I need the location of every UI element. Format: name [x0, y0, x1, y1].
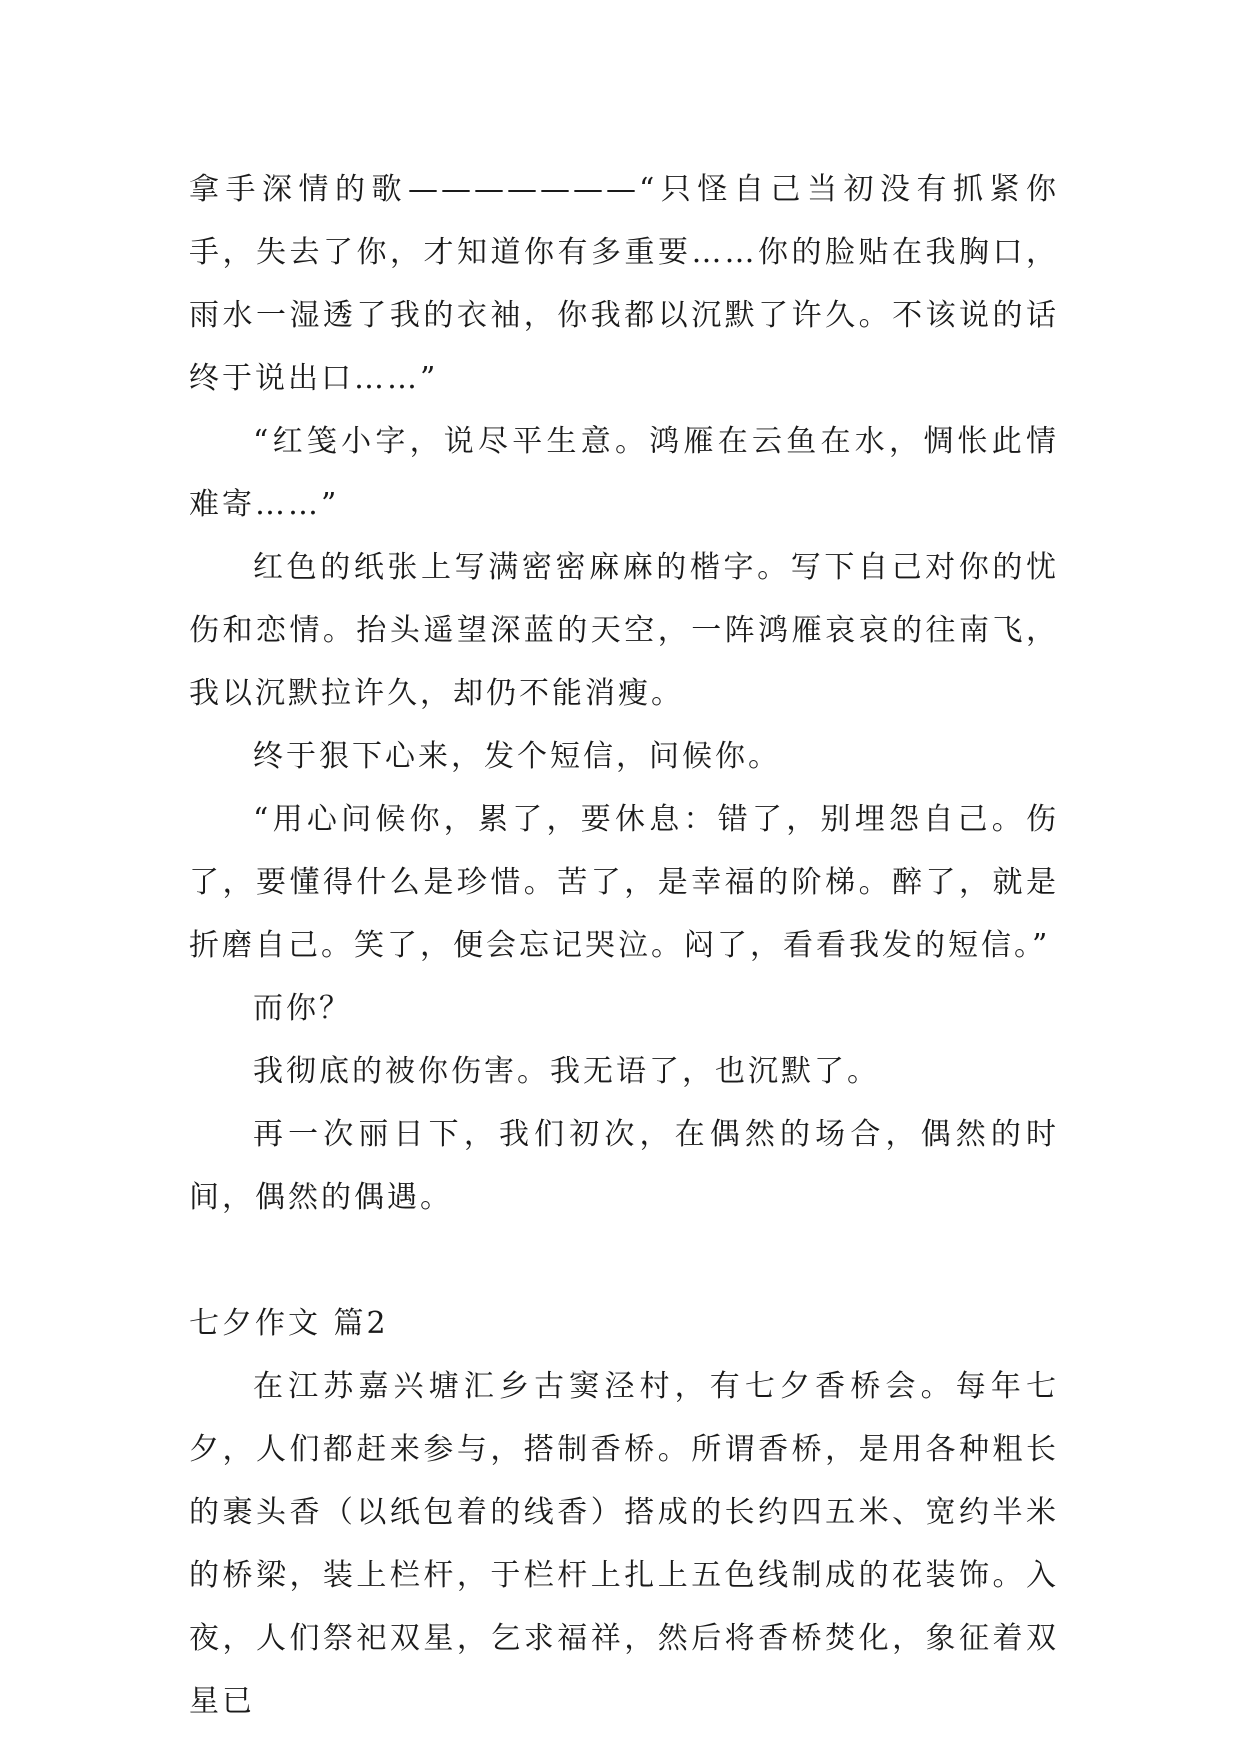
- paragraph: 我彻底的被你伤害。我无语了，也沉默了。: [253, 1054, 880, 1089]
- paragraph: 终于狠下心来，发个短信，问候你。: [253, 739, 781, 774]
- paragraph: 在江苏嘉兴塘汇乡古窦泾村，有七夕香桥会。每年七夕，人们都赶来参与，搭制香桥。所谓香桥，是用各种粗长的裹头香（以纸包着的线香）搭成的长约四五米、宽约半米的桥梁，装上栏杆，于栏杆上扎上五色线制成的花装饰。入夜，人们祭祀双星，乞求福祥，然后将香桥焚化，象征着双星已: [189, 1369, 1059, 1719]
- paragraph: 拿手深情的歌———————“只怪自己当初没有抓紧你手，失去了你，才知道你有多重要……你的脸贴在我胸口，雨水一湿透了我的衣袖，你我都以沉默了许久。不该说的话终于说出口……”: [189, 172, 1059, 396]
- paragraph: 红色的纸张上写满密密麻麻的楷字。写下自己对你的忧伤和恋情。抬头遥望深蓝的天空，一阵鸿雁哀哀的往南飞，我以沉默拉许久，却仍不能消瘦。: [189, 550, 1059, 711]
- paragraph: 再一次丽日下，我们初次，在偶然的场合，偶然的时间，偶然的偶遇。: [189, 1117, 1059, 1215]
- paragraph: “红笺小字，说尽平生意。鸿雁在云鱼在水，惆怅此情难寄……”: [189, 424, 1059, 522]
- paragraph: 而你？: [253, 991, 352, 1026]
- section-heading: 七夕作文 篇2: [189, 1306, 389, 1341]
- paragraph: “用心问候你，累了，要休息：错了，别埋怨自己。伤了，要懂得什么是珍惜。苦了，是幸福的阶梯。醉了，就是折磨自己。笑了，便会忘记哭泣。闷了，看看我发的短信。”: [189, 802, 1059, 963]
- document-body: [189, 158, 1059, 1733]
